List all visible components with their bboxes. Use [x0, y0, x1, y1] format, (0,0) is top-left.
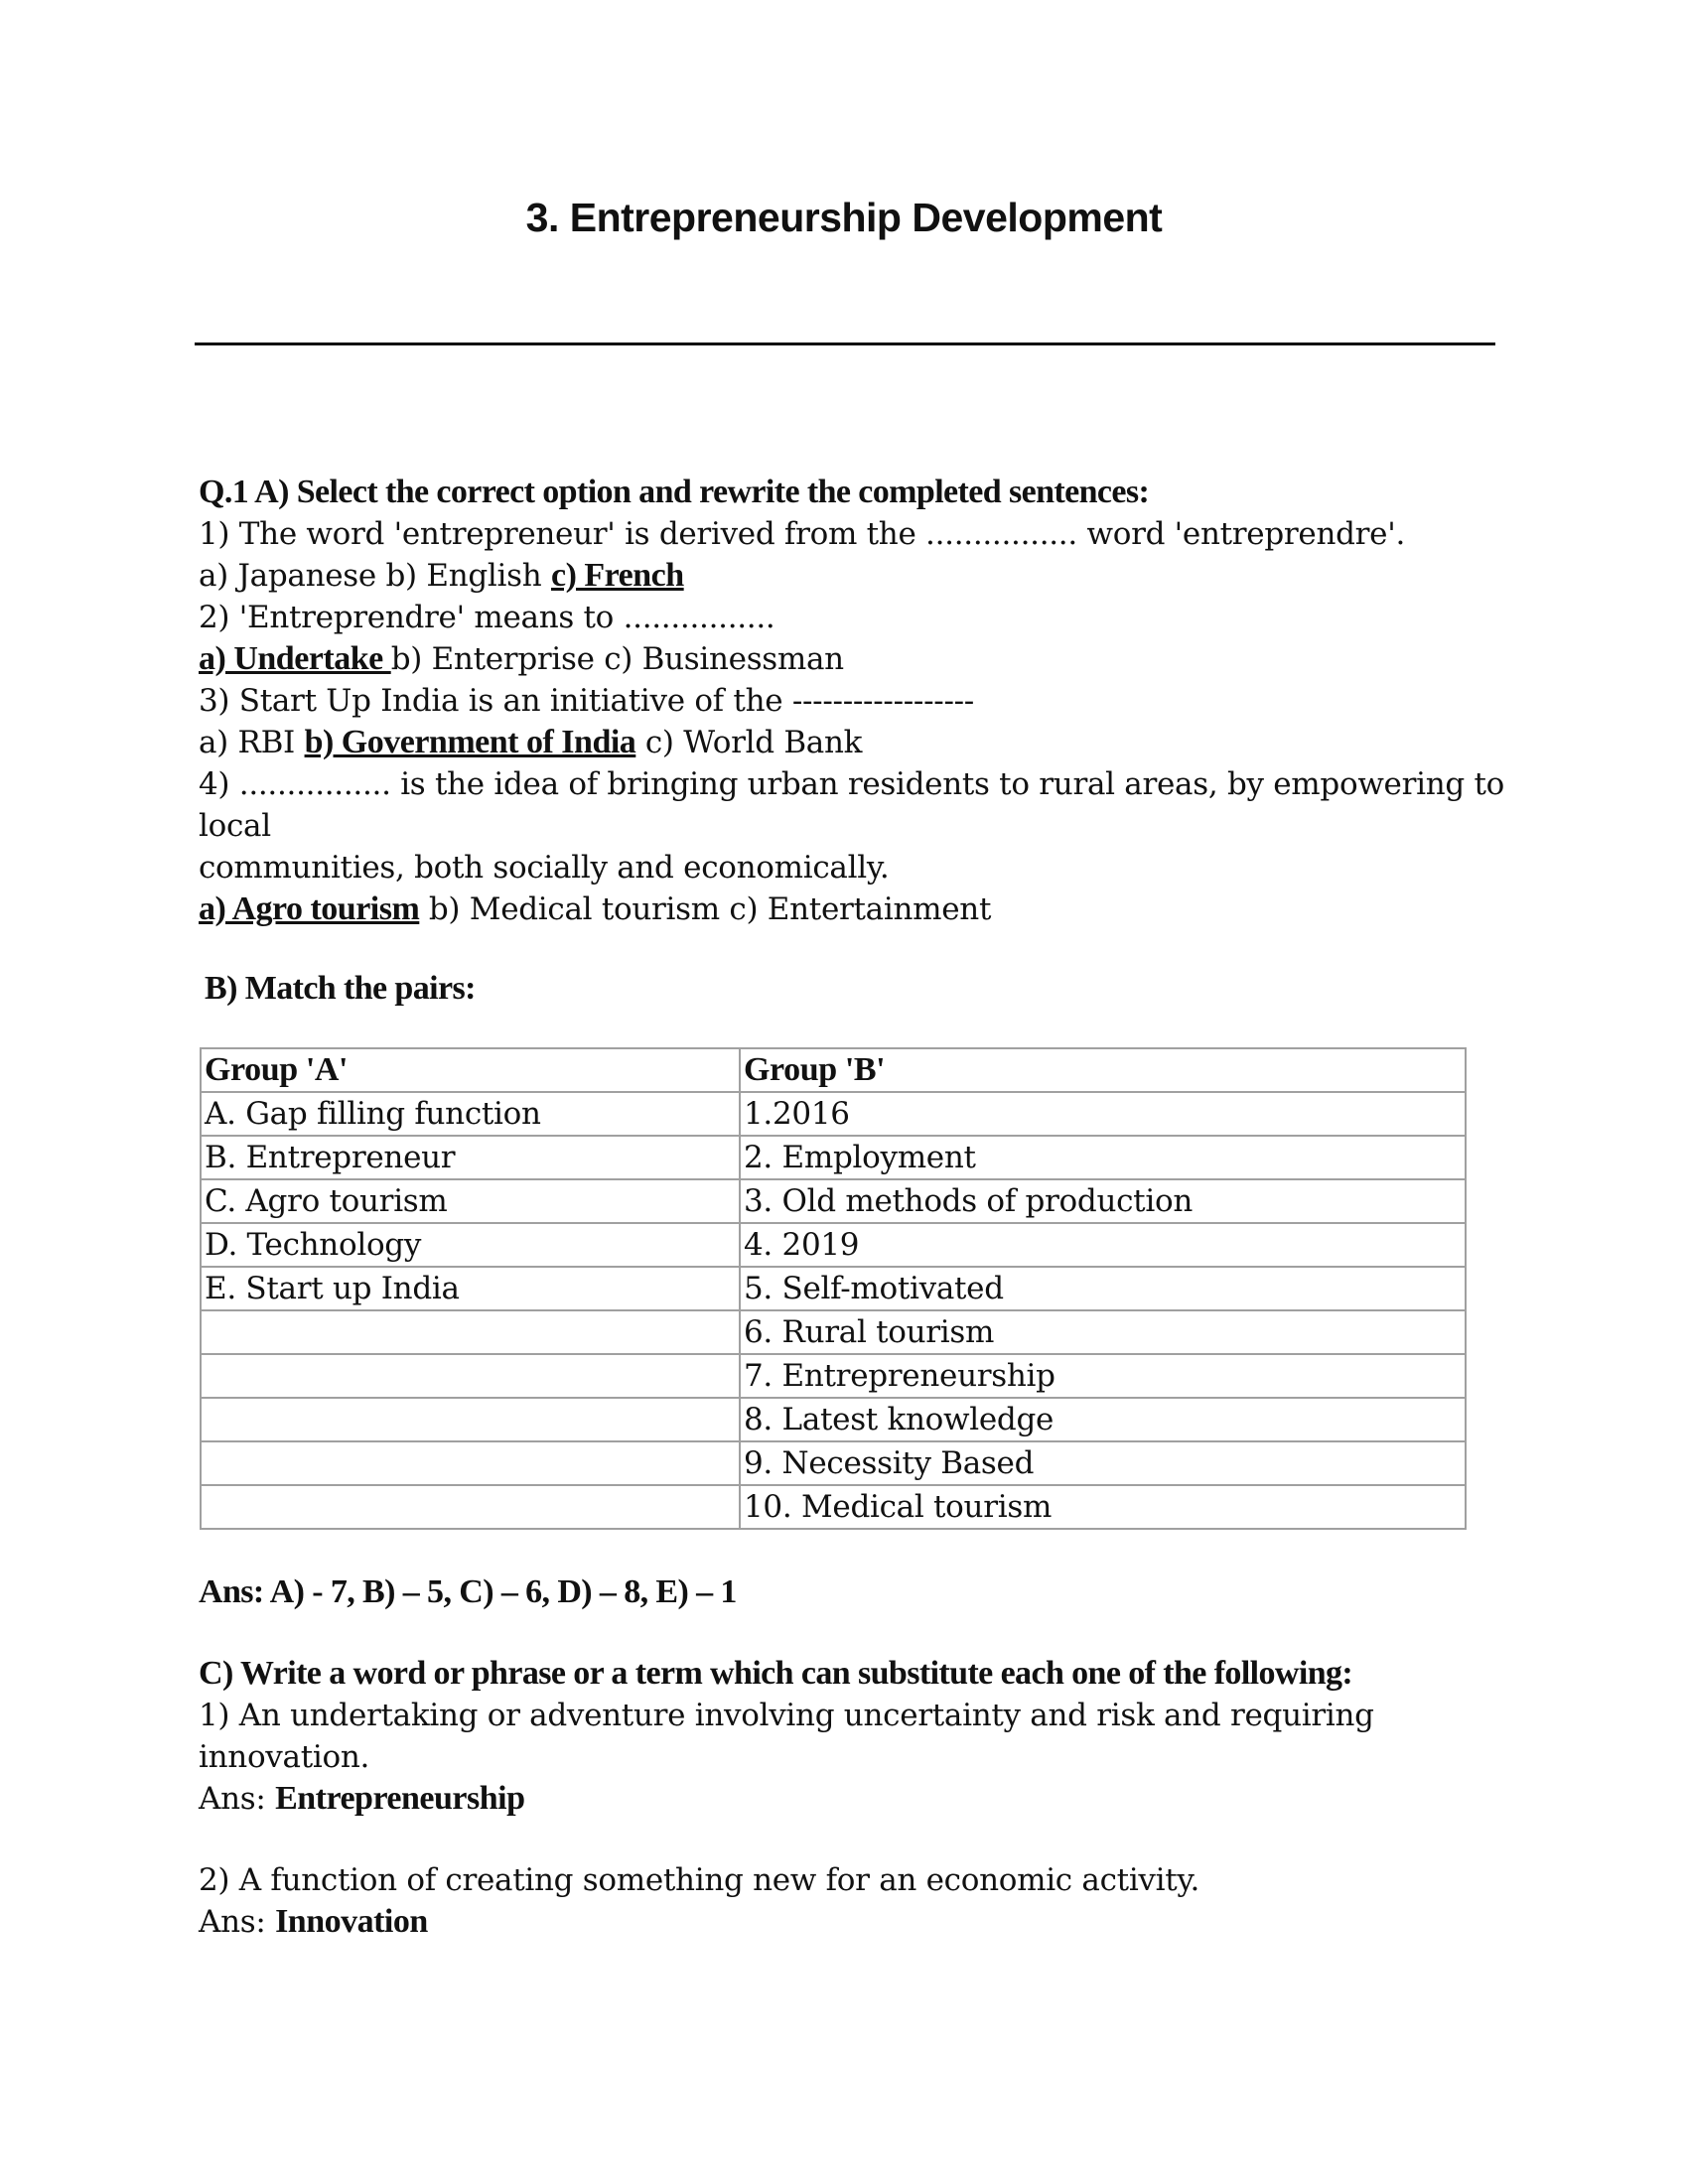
options-2	[199, 638, 1489, 680]
correct-option: a) Undertake	[199, 640, 391, 677]
answer-value: Innovation	[275, 1903, 428, 1940]
group-a-cell	[201, 1485, 740, 1529]
section-c-heading: C) Write a word or phrase or a term which can substitute each one of the following:	[199, 1655, 1353, 1692]
group-a-cell: D. Technology	[201, 1223, 740, 1267]
group-b-cell: 1.2016	[740, 1092, 1466, 1136]
table-row	[201, 1136, 1466, 1179]
group-a-cell: E. Start up India	[201, 1267, 740, 1310]
options-3	[199, 722, 1489, 763]
question-4-cont2: communities, both socially and economically.	[199, 850, 890, 886]
group-b-cell: 9. Necessity Based	[740, 1441, 1466, 1485]
correct-option: b) Government of India	[304, 724, 636, 760]
column-header: Group 'A'	[201, 1048, 740, 1092]
group-b-cell: 7. Entrepreneurship	[740, 1354, 1466, 1398]
correct-option: a) Agro tourism	[199, 890, 420, 927]
table-header-row	[201, 1048, 1466, 1092]
section-b-heading: B) Match the pairs:	[205, 970, 476, 1007]
table-row	[201, 1223, 1466, 1267]
group-b-cell: 2. Employment	[740, 1136, 1466, 1179]
correct-option: c) French	[550, 557, 684, 594]
options-1	[199, 555, 1489, 597]
column-header: Group 'B'	[740, 1048, 1466, 1092]
group-b-cell: 8. Latest knowledge	[740, 1398, 1466, 1441]
option-text: a) Japanese b) English	[199, 558, 551, 594]
group-a-cell: A. Gap filling function	[201, 1092, 740, 1136]
table-row	[201, 1441, 1466, 1485]
options-4	[199, 888, 1489, 930]
group-a-cell	[201, 1354, 740, 1398]
option-text: b) Medical tourism c) Entertainment	[419, 891, 992, 927]
group-a-cell	[201, 1441, 740, 1485]
table-row	[201, 1267, 1466, 1310]
question-4: 4) ................ is the idea of bringing urban residents to rural areas, by empowering to	[199, 766, 1505, 802]
answer-value: Entrepreneurship	[275, 1780, 525, 1817]
table-row	[201, 1485, 1466, 1529]
group-b-cell: 5. Self-motivated	[740, 1267, 1466, 1310]
option-text: a) RBI	[199, 725, 305, 760]
group-a-cell	[201, 1398, 740, 1441]
group-b-cell: 3. Old methods of production	[740, 1179, 1466, 1223]
group-a-cell: B. Entrepreneur	[201, 1136, 740, 1179]
page-title: 3. Entrepreneurship Development	[525, 195, 1163, 240]
group-b-cell: 6. Rural tourism	[740, 1310, 1466, 1354]
section-a-heading: Q.1 A) Select the correct option and rewrite the completed sentences:	[199, 474, 1150, 510]
group-b-cell: 4. 2019	[740, 1223, 1466, 1267]
match-table	[200, 1047, 1467, 1530]
answer-label: Ans:	[199, 1904, 276, 1940]
match-answer: Ans: A) - 7, B) – 5, C) – 6, D) – 8, E) – 1	[199, 1573, 737, 1610]
term-question-1: 1) An undertaking or adventure involving uncertainty and risk and requiring	[199, 1698, 1374, 1733]
term-answer-1	[199, 1778, 1489, 1820]
term-question-1-cont: innovation.	[199, 1739, 370, 1775]
table-row	[201, 1310, 1466, 1354]
question-1: 1) The word 'entrepreneur' is derived from the ................ word 'entreprendre'.	[199, 516, 1405, 552]
group-a-cell	[201, 1310, 740, 1354]
option-text: c) World Bank	[635, 725, 863, 760]
question-3: 3) Start Up India is an initiative of the ------------------	[199, 683, 974, 719]
term-answer-2	[199, 1901, 1489, 1943]
option-text: b) Enterprise c) Businessman	[390, 641, 844, 677]
question-2: 2) 'Entreprendre' means to ................	[199, 600, 775, 635]
question-4-cont: local	[199, 808, 271, 844]
group-a-cell: C. Agro tourism	[201, 1179, 740, 1223]
title-divider	[195, 342, 1495, 345]
table-row	[201, 1179, 1466, 1223]
group-b-cell: 10. Medical tourism	[740, 1485, 1466, 1529]
table-row	[201, 1398, 1466, 1441]
table-row	[201, 1092, 1466, 1136]
table-row	[201, 1354, 1466, 1398]
term-question-2: 2) A function of creating something new for an economic activity.	[199, 1862, 1200, 1898]
document-body	[199, 472, 1505, 1943]
answer-label: Ans:	[199, 1781, 276, 1817]
